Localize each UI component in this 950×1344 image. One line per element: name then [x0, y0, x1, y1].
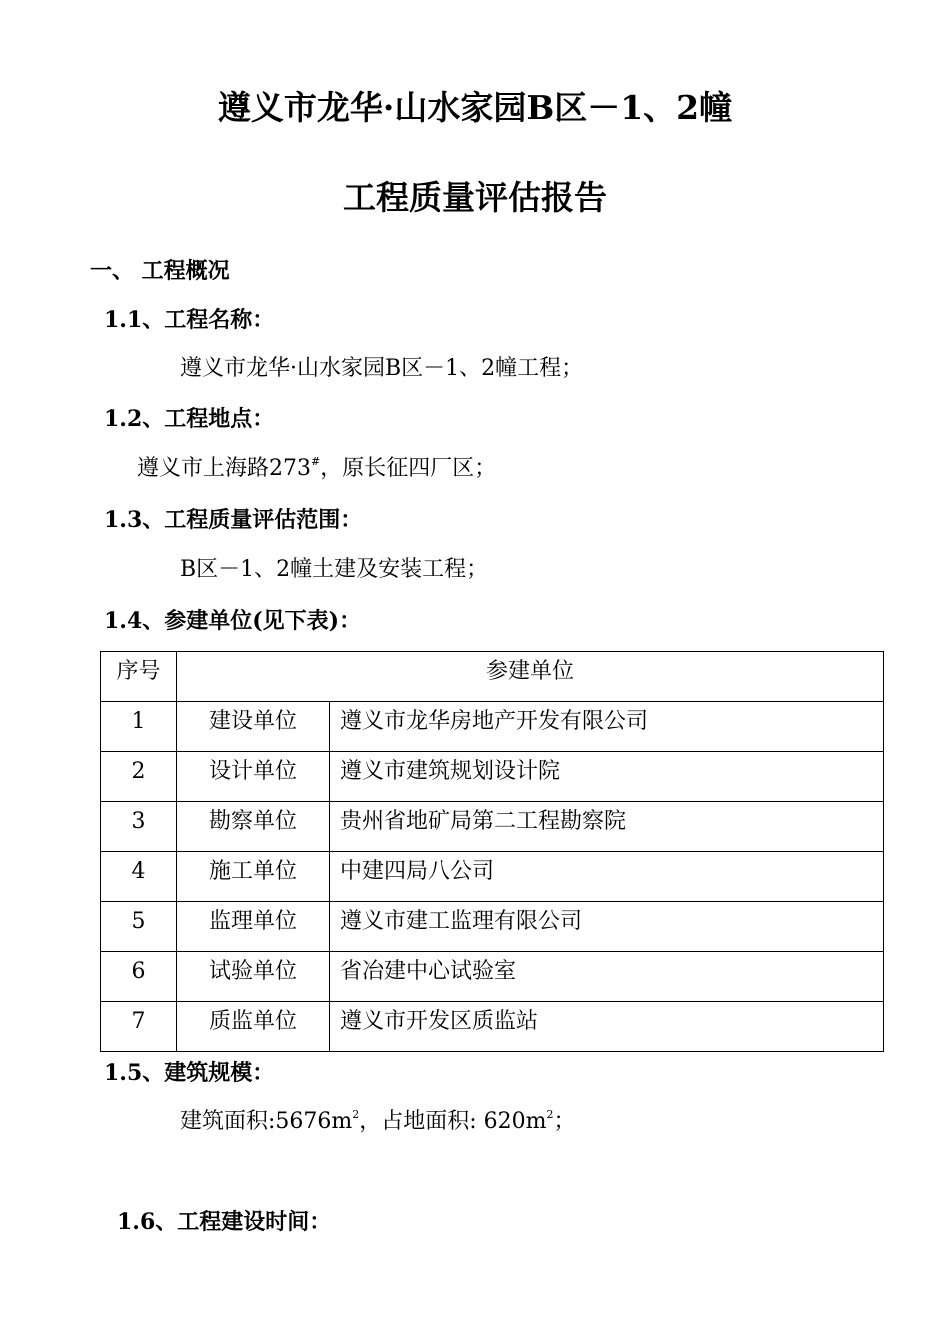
row-role: 质监单位 [177, 1002, 330, 1052]
participating-units-table [100, 651, 884, 1052]
row-unit-name: 遵义市建工监理有限公司 [330, 902, 884, 952]
heading-participating-units: 1.4、参建单位(见下表)： [104, 608, 362, 634]
row-no: 5 [101, 902, 177, 952]
heading-project-name: 1.1、工程名称： [104, 307, 275, 333]
row-no: 7 [101, 1002, 177, 1052]
row-no: 6 [101, 952, 177, 1002]
assessment-scope-text: B区－1、2幢土建及安装工程； [180, 557, 489, 582]
row-unit-name: 贵州省地矿局第二工程勘察院 [330, 802, 884, 852]
row-role: 监理单位 [177, 902, 330, 952]
table-row [101, 802, 884, 852]
row-no: 2 [101, 752, 177, 802]
row-unit-name: 遵义市龙华房地产开发有限公司 [330, 702, 884, 752]
row-role: 施工单位 [177, 852, 330, 902]
project-name-text: 遵义市龙华·山水家园B区－1、2幢工程； [180, 356, 584, 381]
row-unit-name: 省冶建中心试验室 [330, 952, 884, 1002]
heading-project-location: 1.2、工程地点： [104, 406, 275, 432]
row-role: 试验单位 [177, 952, 330, 1002]
section-heading-overview: 一、 工程概况 [90, 258, 230, 284]
row-role: 建设单位 [177, 702, 330, 752]
table-row [101, 702, 884, 752]
row-role: 设计单位 [177, 752, 330, 802]
heading-assessment-scope: 1.3、工程质量评估范围： [104, 507, 363, 533]
building-scale-text: 建筑面积$:5676m^2$，占地面积: $620m^2$； [180, 1108, 576, 1134]
row-unit-name: 遵义市开发区质监站 [330, 1002, 884, 1052]
header-units: 参建单位 [177, 652, 884, 702]
row-no: 1 [101, 702, 177, 752]
heading-building-scale: 1.5、建筑规模： [104, 1060, 275, 1086]
row-unit-name: 中建四局八公司 [330, 852, 884, 902]
row-no: 3 [101, 802, 177, 852]
table-row [101, 752, 884, 802]
table-row [101, 852, 884, 902]
header-no: 序号 [101, 652, 177, 702]
project-location-text: 遵义市上海路273#，原长征四厂区； [137, 455, 497, 481]
heading-construction-time: 1.6、工程建设时间： [117, 1209, 332, 1235]
table-row [101, 1002, 884, 1052]
doc-title-line1: 遵义市龙华·山水家园B区－1、2幢 [217, 88, 733, 127]
row-role: 勘察单位 [177, 802, 330, 852]
table-header-row [101, 652, 884, 702]
doc-title-line2: 工程质量评估报告 [343, 178, 607, 217]
row-no: 4 [101, 852, 177, 902]
row-unit-name: 遵义市建筑规划设计院 [330, 752, 884, 802]
table-row [101, 952, 884, 1002]
table-row [101, 902, 884, 952]
